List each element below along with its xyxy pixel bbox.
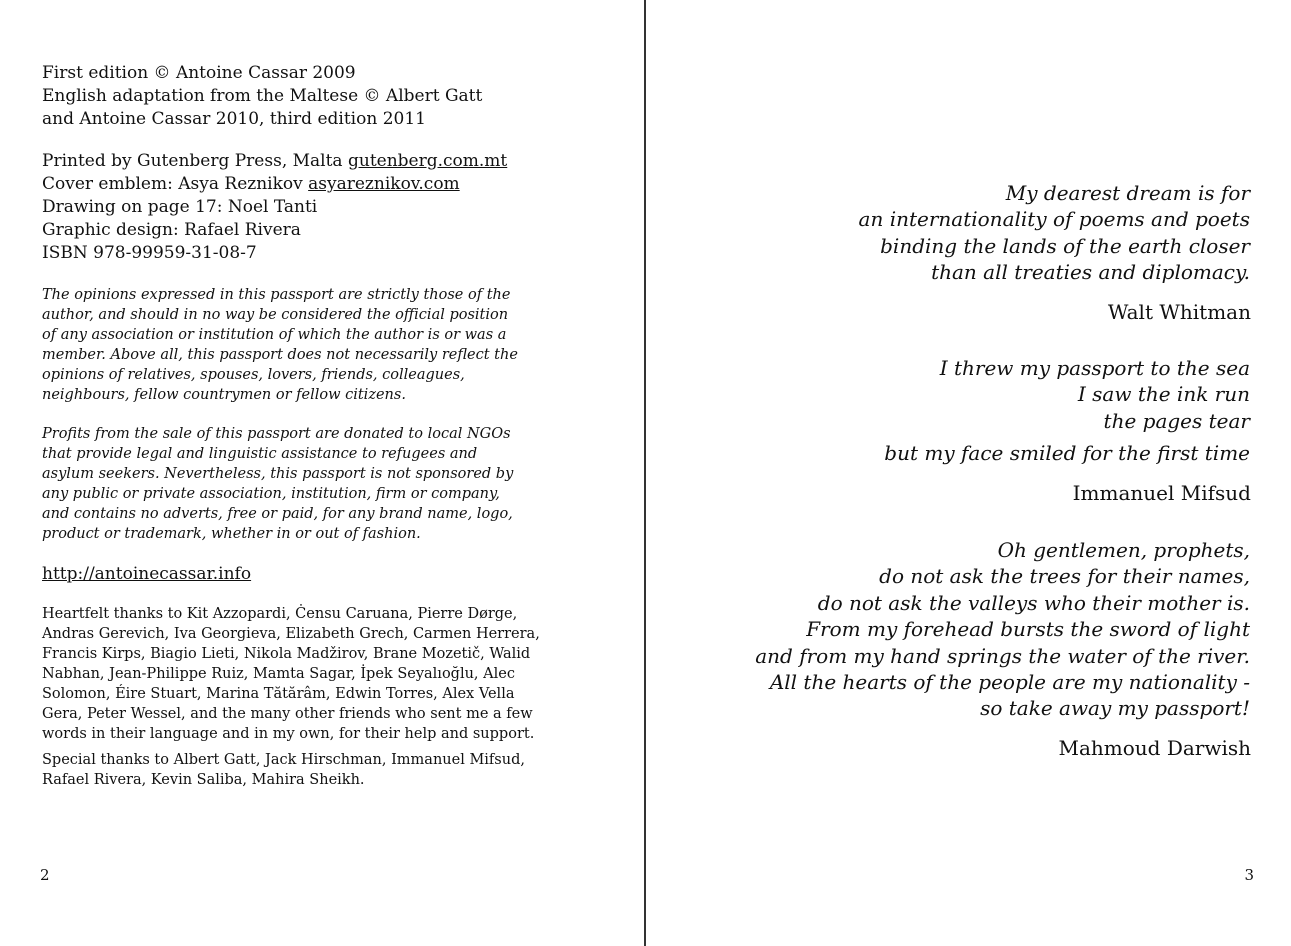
- left-page: [0, 0, 644, 946]
- thanks-line: words in their language and in my own, for their help and support.: [42, 726, 535, 742]
- thanks-line: Francis Kirps, Biagio Lieti, Nikola Madžirov, Brane Mozetič, Walid: [42, 646, 531, 662]
- isbn: ISBN 978-99959-31-08-7: [42, 243, 257, 263]
- thanks-line: Nabhan, Jean-Philippe Ruiz, Mamta Sagar, İpek Seyalıoğlu, Alec: [42, 666, 515, 682]
- thanks-line: Andras Gerevich, Iva Georgieva, Elizabeth Grech, Carmen Herrera,: [42, 626, 540, 642]
- quote-line: so take away my passport!: [980, 696, 1250, 721]
- edition-line: First edition © Antoine Cassar 2009: [42, 63, 356, 83]
- drawing-credit: Drawing on page 17: Noel Tanti: [42, 197, 318, 217]
- disclaimer-line: member. Above all, this passport does not necessarily reflect the: [42, 347, 518, 363]
- mifsud-author: Immanuel Mifsud: [1072, 481, 1251, 505]
- disclaimer-line: product or trademark, whether in or out of fashion.: [42, 526, 421, 542]
- quote-line: the pages tear: [1103, 408, 1250, 433]
- credits: [42, 150, 507, 265]
- mifsud-quote: [940, 355, 1250, 434]
- quote-line: binding the lands of the earth closer: [880, 233, 1250, 258]
- quote-line: Oh gentlemen, prophets,: [997, 538, 1250, 562]
- quote-line: From my forehead bursts the sword of light: [806, 617, 1250, 642]
- website-link[interactable]: http://antoinecassar.info: [42, 564, 252, 584]
- quote-line: but my face smiled for the first time: [884, 441, 1250, 465]
- thanks: [42, 604, 540, 744]
- thanks-line: Heartfelt thanks to Kit Azzopardi, Ċensu Caruana, Pierre Dørge,: [42, 606, 518, 622]
- quote-line: than all treaties and diplomacy.: [931, 260, 1250, 285]
- cover-credit: Cover emblem: Asya Reznikov asyareznikov.com: [42, 174, 460, 194]
- quote-line: and from my hand springs the water of the river.: [755, 643, 1250, 668]
- thanks-line: Solomon, Éire Stuart, Marina Tătărâm, Edwin Torres, Alex Vella: [42, 686, 515, 702]
- right-page: [646, 0, 1291, 946]
- quote-line: do not ask the trees for their names,: [879, 564, 1250, 589]
- disclaimer-line: neighbours, fellow countrymen or fellow citizens.: [42, 387, 406, 403]
- darwish-author: Mahmoud Darwish: [1058, 736, 1251, 760]
- page-number-right: 3: [1244, 866, 1254, 884]
- quote-line: I saw the ink run: [1077, 382, 1250, 407]
- disclaimer-line: asylum seekers. Nevertheless, this passport is not sponsored by: [42, 466, 514, 482]
- disclaimer-line: and contains no adverts, free or paid, for any brand name, logo,: [42, 506, 513, 522]
- quote-line: I threw my passport to the sea: [939, 356, 1250, 380]
- profits-disclaimer: [42, 424, 513, 544]
- edition-notice: [42, 62, 482, 131]
- gutenberg-link[interactable]: gutenberg.com.mt: [347, 151, 508, 171]
- quote-line: an internationality of poems and poets: [858, 207, 1250, 232]
- whitman-quote: [859, 180, 1250, 286]
- website: [42, 563, 251, 586]
- whitman-author: Walt Whitman: [1107, 300, 1251, 324]
- special-thanks: [42, 750, 525, 790]
- disclaimer-line: The opinions expressed in this passport are strictly those of the: [42, 287, 511, 303]
- quote-line: My dearest dream is for: [1005, 181, 1250, 205]
- reznikov-link[interactable]: asyareznikov.com: [308, 174, 460, 194]
- special-thanks-line: Special thanks to Albert Gatt, Jack Hirschman, Immanuel Mifsud,: [42, 752, 525, 768]
- edition-line: and Antoine Cassar 2010, third edition 2011: [42, 109, 426, 129]
- disclaimer-line: author, and should in no way be considered the official position: [42, 307, 509, 323]
- opinions-disclaimer: [42, 285, 518, 405]
- edition-line: English adaptation from the Maltese © Albert Gatt: [42, 86, 483, 106]
- printer-credit: Printed by Gutenberg Press, Malta gutenberg.com.mt: [42, 151, 508, 171]
- quote-line: do not ask the valleys who their mother is.: [817, 590, 1250, 615]
- special-thanks-line: Rafael Rivera, Kevin Saliba, Mahira Sheikh.: [42, 772, 365, 788]
- mifsud-last-line: [884, 440, 1250, 466]
- disclaimer-line: of any association or institution of which the author is or was a: [42, 327, 507, 343]
- disclaimer-line: opinions of relatives, spouses, lovers, friends, colleagues,: [42, 367, 465, 383]
- page-number-left: 2: [40, 866, 50, 884]
- darwish-quote: [755, 537, 1250, 722]
- quote-line: All the hearts of the people are my nationality -: [769, 670, 1250, 695]
- disclaimer-line: any public or private association, institution, firm or company,: [42, 486, 500, 502]
- disclaimer-line: Profits from the sale of this passport are donated to local NGOs: [42, 426, 511, 442]
- thanks-line: Gera, Peter Wessel, and the many other friends who sent me a few: [42, 706, 533, 722]
- disclaimer-line: that provide legal and linguistic assistance to refugees and: [42, 446, 478, 462]
- design-credit: Graphic design: Rafael Rivera: [42, 220, 301, 240]
